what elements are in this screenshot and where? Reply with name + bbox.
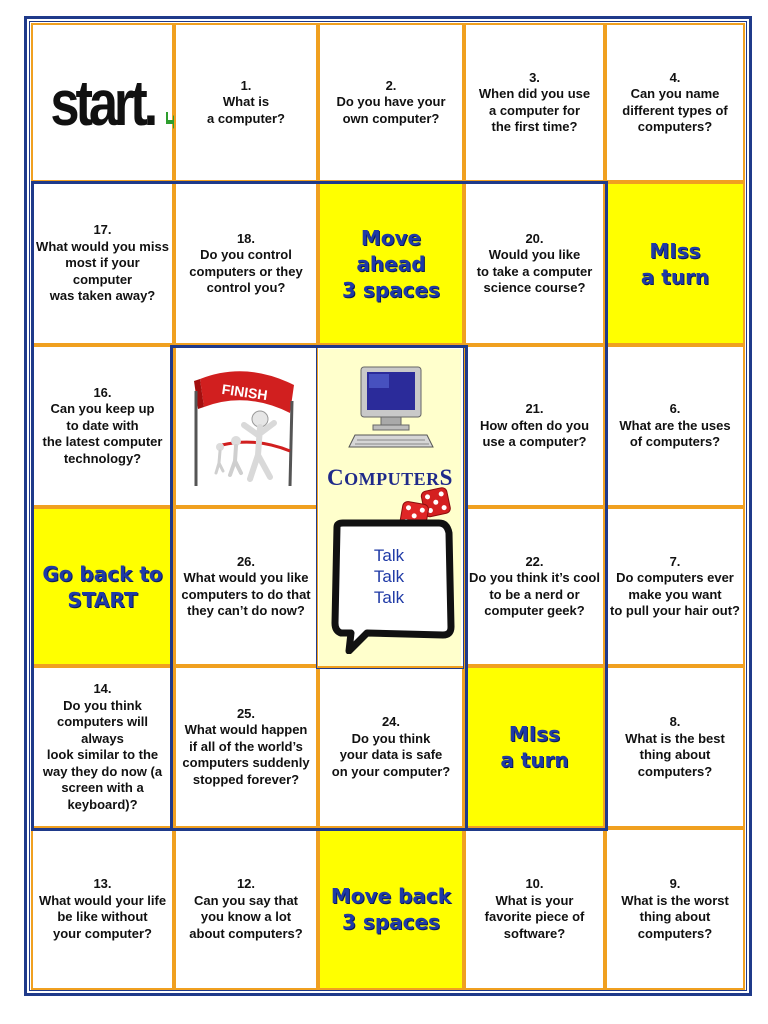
question-text: 2. Do you have your own computer? (336, 77, 446, 126)
finish-image-cell (174, 345, 318, 507)
question-text: 17. What would you miss most if your computer was taken away? (36, 222, 169, 304)
board-cell-q18 (174, 182, 318, 345)
board-cell-q12 (174, 828, 318, 990)
action-cell-move-back (318, 828, 464, 990)
start-label: start. (50, 66, 155, 139)
question-text: 6. What are the uses of computers? (619, 401, 731, 450)
board-cell-q13 (31, 828, 174, 990)
action-cell-miss-turn (605, 182, 745, 345)
board-cell-q7 (605, 507, 745, 666)
action-text: MIss a turn (640, 238, 710, 289)
question-text: 3. When did you use a computer for the first time? (478, 69, 591, 134)
question-text: 26. What would you like computers to do that they can’t do now? (181, 553, 311, 618)
question-text: 20. Would you like to take a computer science course? (476, 230, 593, 295)
talk-text: Talk Talk Talk (373, 546, 405, 607)
title-last-letter: S (439, 465, 453, 490)
question-text: 14. Do you think computers will always look similar to the way they do now (a screen with a keyboard)? (42, 681, 163, 812)
question-text: 8. What is the best thing about computers? (625, 714, 725, 779)
board-cell-q22 (464, 507, 605, 666)
start-cell (31, 23, 174, 182)
action-text: MIss a turn (500, 722, 569, 772)
board-cell-q8 (605, 666, 745, 828)
board-cell-q3 (464, 23, 605, 182)
board-cell-q16 (31, 345, 174, 507)
action-cell-move-ahead (318, 182, 464, 345)
board-cell-q4 (605, 23, 745, 182)
action-text: Move ahead 3 spaces (342, 225, 440, 302)
question-text: 25. What would happen if all of the world’s computers suddenly stopped forever? (182, 705, 310, 787)
action-text: Go back to START (42, 561, 163, 612)
finish-line-illustration (186, 361, 306, 491)
board-cell-q10 (464, 828, 605, 990)
finish-banner-text: FINISH (220, 380, 269, 404)
board-cell-q9 (605, 828, 745, 990)
board-cell-q1 (174, 23, 318, 182)
question-text: 9. What is the worst thing about computers? (621, 876, 729, 941)
board-cell-q14 (31, 666, 174, 828)
question-text: 13. What would your life be like without your computer? (38, 876, 167, 941)
question-text: 7. Do computers ever make you want to pull your hair out? (610, 553, 740, 618)
center-panel (319, 349, 461, 666)
question-text: 16. Can you keep up to date with the latest computer technology? (42, 384, 163, 466)
action-text: Move back 3 spaces (330, 884, 452, 934)
board-cell-q26 (174, 507, 318, 666)
question-text: 1. What is a computer? (206, 77, 285, 126)
action-cell-miss-turn (464, 666, 605, 828)
title-middle: OMPUTER (344, 469, 440, 489)
board-cell-q17 (31, 182, 174, 345)
question-text: 12. Can you say that you know a lot about computers? (189, 876, 303, 941)
board-cell-q25 (174, 666, 318, 828)
computer-icon (347, 365, 437, 455)
board-cell-q24 (318, 666, 464, 828)
board-cell-q21 (464, 345, 605, 507)
question-text: 18. Do you control computers or they control you? (189, 230, 303, 295)
question-text: 21. How often do you use a computer? (479, 401, 590, 450)
title-first-letter: C (327, 465, 345, 490)
board-cell-q6 (605, 345, 745, 507)
question-text: 4. Can you name different types of computers? (622, 69, 728, 134)
action-cell-go-back (31, 507, 174, 666)
question-text: 10. What is your favorite piece of software? (484, 876, 585, 941)
board-cell-q2 (318, 23, 464, 182)
question-text: 24. Do you think your data is safe on your computer? (331, 714, 451, 779)
board-cell-q20 (464, 182, 605, 345)
question-text: 22. Do you think it’s cool to be a nerd or computer geek? (469, 553, 600, 618)
